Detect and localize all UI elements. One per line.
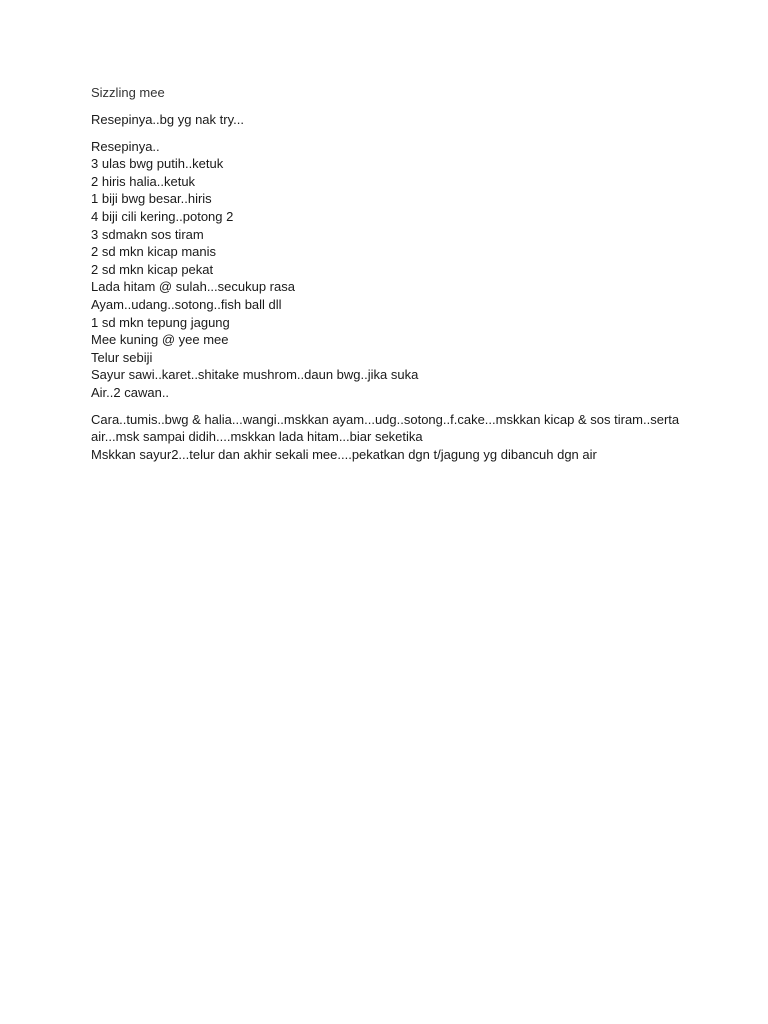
ingredient-line: 3 ulas bwg putih..ketuk	[91, 156, 224, 172]
ingredients-heading: Resepinya..	[91, 138, 160, 154]
intro-line: Resepinya..bg yg nak try...	[91, 112, 244, 127]
ingredient-line: Telur sebiji	[91, 349, 153, 365]
ingredients-block	[91, 138, 711, 402]
method-paragraph: Mskkan sayur2...telur dan akhir sekali mee....pekatkan dgn t/jagung yg dibancuh dgn air	[91, 446, 597, 462]
ingredient-line: 2 sd mkn kicap manis	[91, 244, 216, 260]
ingredient-line: Air..2 cawan..	[91, 384, 170, 400]
ingredient-line: Lada hitam @ sulah...secukup rasa	[91, 279, 295, 295]
ingredient-line: 1 biji bwg besar..hiris	[91, 191, 212, 207]
ingredient-line: Mee kuning @ yee mee	[91, 332, 229, 348]
method-paragraph: Cara..tumis..bwg & halia...wangi..mskkan ayam...udg..sotong..f.cake...mskkan kicap & sos tiram..serta air...msk sampai didih....mskkan lada hitam...biar seketika	[91, 411, 680, 445]
ingredient-line: 4 biji cili kering..potong 2	[91, 208, 234, 224]
ingredient-line: 3 sdmakn sos tiram	[91, 226, 204, 242]
document-title: Sizzling mee	[91, 85, 165, 100]
document-content	[91, 84, 711, 463]
method-block	[91, 411, 711, 464]
ingredient-line: 2 hiris halia..ketuk	[91, 173, 196, 189]
ingredient-line: Ayam..udang..sotong..fish ball dll	[91, 296, 282, 312]
ingredient-line: Sayur sawi..karet..shitake mushrom..daun bwg..jika suka	[91, 367, 419, 383]
ingredient-line: 2 sd mkn kicap pekat	[91, 261, 214, 277]
ingredient-line: 1 sd mkn tepung jagung	[91, 314, 230, 330]
